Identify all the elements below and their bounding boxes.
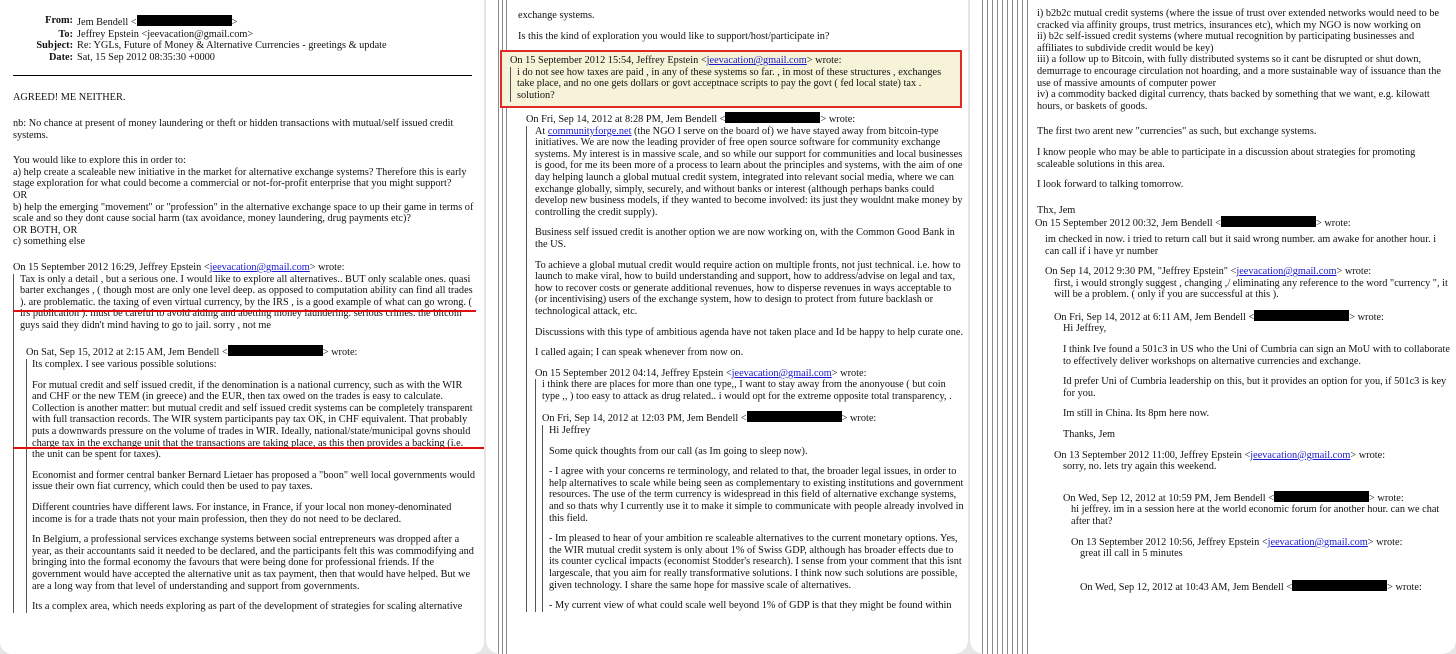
quote-guide-line (1027, 0, 1028, 654)
quote-guide-line (992, 0, 993, 654)
redaction-bar (1254, 310, 1349, 321)
redaction-bar (1274, 491, 1369, 502)
quote-guide-line (1017, 0, 1018, 654)
email-link[interactable]: jeevacation@gmail.com (209, 261, 310, 273)
quote-guide-line (1012, 0, 1013, 654)
quoted-message: Its complex. I see various possible solutions: For mutual credit and self issued credit, if the denomination is a national currency, such as with the WIR and CHF or the new TEM (in greece) and the EUR, then tax owed on the trades is easy to calculate. Collection is another matter: but mutual credit and self issued credit systems can be completely transparent with full transaction records. The WIR system participants pay tax OK, in CHF equivalent. That probably puts a downwards pressure on the volume of trades in WIR. Ideally, national/state/municipal govns should charge tax in the exchange unit that the transactions are taking place, as this then provides a backing (i.e. the unit can be spent for taxes). Economist and former central banker Bernard Lietaer has proposed a "boon" well local governments would issue their own fiat currency, which could then be used to pay taxes. Different countries have different laws. For instance, in France, if your local non money-denominated income is for a trade thats not your main profession, then they do not need to be declared. In Belgium, a professional services exchange systems between social entrepreneurs was dropped after a year, as their accountants said it needed to be declared, and the participants felt this was commodifying and bringing into the formal economy the favours that were being done for professional friends. If the government would have accepted the alternative unit as tax payment, then that would have helped. But we are a long way from that level of understanding and support from governments. Its a complex area, which needs exploring as part of the development of strategies for scaling alternative (26, 359, 478, 613)
quote-header: On Wed, Sep 12, 2012 at 10:43 AM, Jem Bendell < > wrote: (1080, 581, 1422, 593)
redaction-bar (1221, 216, 1316, 227)
quote-header: On Fri, Sep 14, 2012 at 8:28 PM, Jem Bendell < > wrote: (526, 114, 856, 125)
explore-list: You would like to explore this in order to: a) help create a scaleable new initiative in the market for alternative exchange systems? Therefore this is early stage exploration for what could become a commercial or not-for-profit enterprise that you might support? OR b) help the emerging "movement" or "profession" in the alternative exchange space to up their game in terms of scale and so they dont cause social harm (tax avoidance, money laundering, drug payments etc)? OR BOTH, OR c) something else (13, 155, 474, 248)
to-label: To: (58, 28, 73, 40)
communityforge-link[interactable]: communityforge.net (547, 125, 632, 137)
quote-header: On Fri, Sep 14, 2012 at 6:11 AM, Jem Bendell < > wrote: (1054, 311, 1384, 323)
quoted-message: i think there are places for more than one type,, I want to stay away from the anonyouse ( but coin type ,, ) too easy to attack as drug related.. i would opt for the extreme opposite total transparency, . On Fri, Sep 14, 2012 at 12:03 PM, Jem Bendell < > wrote: Hi Jeffrey Some quick thoughts from our call (as Im going to sleep now). - I agree with your concerns re terminology, and related to that, the broader legal issues, in order to help alternatives to scale while being seen as complementary to existing institutions and government resources. The use of the term currency is widespread in this field of alternative exchange systems, and so thats why I currently use it to make it simple to communicate with people already involved in this field. - Im pleased to hear of your ambition re scaleable alternatives to the current monetary options. Yes, the WIR mutual credit system is only about 1% of Swiss GDP, although has broader effects due to its counter cyclical impacts (economist Stodder's research). I sense from your comment that this isnt largescale, that you aim for really transformative solutions. I think now such solutions are possible, given technology. I share the same hope for massive scale of alternatives. - My current view of what could scale well beyond 1% of GDP is that they might be found within (535, 379, 964, 612)
agreed-line: AGREED! ME NEITHER. (13, 92, 126, 104)
quote-guide-line (997, 0, 998, 654)
quoted-message (13, 274, 478, 613)
quoted-message: Hi Jeffrey Some quick thoughts from our call (as Im going to sleep now). - I agree with your concerns re terminology, and related to that, the broader legal issues, in order to help alternatives to scale while being seen as complementary to existing institutions and government resources. The use of the term currency is widespread in this field of alternative exchange systems, and so thats why I currently use it to make it simple to communicate with people already involved in this field. - Im pleased to hear of your ambition re scaleable alternatives to the current monetary options. Yes, the WIR mutual credit system is only about 1% of Swiss GDP, although has broader effects due to its counter cyclical impacts (economist Stodder's research). I sense from your comment that this isnt largescale, that you aim for really transformative solutions. I think now such solutions are possible, given technology. I share the same hope for massive scale of alternatives. - My current view of what could scale well beyond 1% of GDP is that they might be found within (542, 425, 964, 612)
page-3: i) b2b2c mutual credit systems (where the issue of trust over extended networks would need to be cracked via affinity groups, trust metrics, insurances etc), which my NGO is now working on ii) b2c self-issued credit systems (where mutual recognition by participating businesses and affiliates to subdivide credit would be key) iii) a follow up to Bitcoin, with fully distributed systems so it cant be disrupted or shut down, demurrage to encourage circulation not hoarding, and a more sustainable way of issuance than the use of massive amounts of computer power iv) a commodity backed digital currency, thats backed by something that we want, e.g. kilowatt hours, or baskets of goods. The first two arent new "currencies" as such, but exchange systems. I know people who may be able to participate in a discussion about strategies for promoting scaleable solutions in this area. I look forward to talking tomorrow. Thx, Jem On 15 September 2012 00:32, Jem Bendell < > wrote: im checked in now. i tried to return call but it said wrong number. am awake for another hour. i can call if i have yr number On Sep 14, 2012 9:30 PM, "Jeffrey Epstein" <jeevacation@gmail.com> wrote: first, i would strongly suggest , changing ,/ eliminating any reference to the word "currency ", it will be a problem. ( only if you are successful at this ). On Fri, Sep 14, 2012 at 6:11 AM, Jem Bendell < > wrote: Hi Jeffrey, I think Ive found a 501c3 in US who the Uni of Cumbria can sign an MoU with to collaborate to effectively deliver workshops on alternative currencies and exchange. Id prefer Uni of Cumbria leadership on this, but it provides an option for you, if 501c3 is key for you. Im still in China. Its 8pm here now. Thanks, Jem On 13 September 2012 11:00, Jeffrey Epstein <jeevacation@gmail.com> wrote: sorry, no. lets try again this weekend. On Wed, Sep 12, 2012 at 10:59 PM, Jem Bendell < > wrote: hi jeffrey. im in a session here at the world economic forum for another hour. can we chat after that? On 13 September 2012 10:56, Jeffrey Epstein <jeevacation@gmail.com> wrote: great ill call in 5 minutes On Wed, Sep 12, 2012 at 10:43 AM, Jem Bendell < > wrote: (970, 0, 1456, 654)
date-value: Sat, 15 Sep 2012 08:35:30 +0000 (77, 51, 215, 63)
subject-value: Re: YGLs, Future of Money & Alternative Currencies - greetings & update (77, 40, 387, 52)
quote-guide-line (982, 0, 983, 654)
email-link[interactable]: jeevacation@gmail.com (1250, 449, 1351, 461)
quote-header: On Wed, Sep 12, 2012 at 10:59 PM, Jem Bendell < > wrote: (1063, 492, 1404, 504)
quote-header: On Sat, Sep 15, 2012 at 2:15 AM, Jem Bendell < > wrote: (26, 347, 358, 359)
redaction-bar (228, 345, 323, 356)
signature: Thx, Jem (1037, 204, 1076, 216)
solutions-list: i) b2b2c mutual credit systems (where the issue of trust over extended networks would need to be cracked via affinity groups, trust metrics, insurances etc), which my NGO is now working on ii) b2c self-issued credit systems (where mutual recognition by participating businesses and affiliates to subdivide credit would be key) iii) a follow up to Bitcoin, with fully distributed systems so it cant be disrupted or shut down, demurrage to encourage circulation not hoarding, and a more sustainable way of issuance than the use of massive amounts of computer power iv) a commodity backed digital currency, thats backed by something that we want, e.g. kilowatt hours, or baskets of goods. (1037, 8, 1442, 112)
quote-header: On 15 September 2012 04:14, Jeffrey Epstein <jeevacation@gmail.com> wrote: (535, 367, 867, 379)
quote-header: On Fri, Sep 14, 2012 at 12:03 PM, Jem Bendell < > wrote: (542, 413, 877, 425)
date-label: Date: (48, 51, 73, 63)
quote-header: On 15 September 2012 00:32, Jem Bendell < > wrote: (1035, 218, 1351, 230)
quote-guide-line (498, 0, 499, 654)
quote-guide-line (987, 0, 988, 654)
quote-guide-line (1007, 0, 1008, 654)
nb-paragraph: nb: No chance at present of money laundering or theft or hidden transactions with mutual/self issued credit systems. (13, 117, 454, 141)
highlighted-message: On 15 September 2012 15:54, Jeffrey Epstein <jeevacation@gmail.com> wrote: i do not see how taxes are paid , in any of these systems so far. , in most of these structures , exchanges take place, and no one gets dollars or govt acceptnace scripts to pay the govt ( fed local state) tax . solution? (500, 50, 962, 107)
redaction-bar (725, 112, 820, 123)
quote-guide-line (1022, 0, 1023, 654)
red-underline (13, 310, 476, 312)
quote-header: On 13 September 2012 10:56, Jeffrey Epstein <jeevacation@gmail.com> wrote: (1071, 536, 1403, 548)
from-value: Jem Bendell < > (77, 17, 238, 28)
email-link[interactable]: jeevacation@gmail.com (1236, 266, 1337, 278)
quote-guide-line (1002, 0, 1003, 654)
email-link[interactable]: jeevacation@gmail.com (706, 55, 807, 67)
redaction-bar (747, 411, 842, 422)
email-header (13, 15, 478, 63)
page-1 (0, 0, 484, 654)
redaction-bar (137, 15, 232, 26)
header-divider (13, 75, 472, 76)
from-label: From: (45, 15, 73, 26)
quote-header: On Sep 14, 2012 9:30 PM, "Jeffrey Epstein" <jeevacation@gmail.com> wrote: (1045, 266, 1372, 278)
email-link[interactable]: jeevacation@gmail.com (731, 367, 832, 379)
to-value: Jeffrey Epstein <jeevacation@gmail.com> (77, 28, 254, 40)
red-underline (13, 447, 484, 449)
quote-header: On 15 September 2012 16:29, Jeffrey Epstein <jeevacation@gmail.com> wrote: (13, 261, 345, 273)
quoted-message: At communityforge.net (the NGO I serve on the board of) we have stayed away from bitcoin-type initiatives. We are now the leading provider of free open source software for community exchange systems. My interest is in massive scale, and so while our support for communities and local businesses is good, for me its been more of a process to learn about the principles and systems, with the aim of one day helping launch a global mutual credit system, integrated into relevant social media, where we can exchange globally, simply, securely, and without banks or interest (although perhaps banks could develop new business models, if they wanted to become involved: its just they wouldnt make money by controlling the credit supply). Business self issued credit is another option we are now working on, with the Common Good Bank in the US. To achieve a global mutual credit would require action on multiple fronts, not just technical. i.e. how to launch to make viral, how to build understanding and support, how to address/advise on legal and tax, how to recover costs or generate additional revenues, how to disperse revenues in ways acceptable to (or incentivising) users of the exchange system, how to design to protect from future backlash or technological attack, etc. Discussions with this type of ambitious agenda have not taken place and Id be happy to help curate one. I called again; I can speak whenever from now on. On 15 September 2012 04:14, Jeffrey Epstein <jeevacation@gmail.com> wrote: i think there are places for more than one type,, I want to stay away from the anonyouse ( but coin type ,, ) too easy to attack as drug related.. i would opt for the extreme opposite total transparency, . On Fri, Sep 14, 2012 at 12:03 PM, Jem Bendell < > wrote: Hi Jeffrey Some quick thoughts from our call (as Im going to sleep now). - I agree with your concerns re terminology, and related to that, the broader legal issues, in order to help alternatives to scale while being seen as complementary to existing institutions and government resources. The use of the term currency is widespread in this field of alternative exchange systems, and so thats why I currently use it to make it simple to communicate with people already involved in this field. - Im pleased to hear of your ambition re scaleable alternatives to the current monetary options. Yes, the WIR mutual credit system is only about 1% of Swiss GDP, although has broader effects due to its counter cyclical impacts (economist Stodder's research). I sense from your comment that this isnt largescale, that you aim for really transformative solutions. I think now such solutions are possible, given technology. I share the same hope for massive scale of alternatives. - My current view of what could scale well beyond 1% of GDP is that they might be found within (526, 126, 964, 612)
email-link[interactable]: jeevacation@gmail.com (1267, 536, 1368, 548)
quote-header: On 15 September 2012 15:54, Jeffrey Epstein <jeevacation@gmail.com> wrote: (510, 55, 842, 67)
subject-label: Subject: (36, 40, 73, 52)
quote-header: On 13 September 2012 11:00, Jeffrey Epstein <jeevacation@gmail.com> wrote: (1054, 449, 1386, 461)
epstein-reply: Tax is only a detail , but a serious one. I would like to explore all alternatives.. BUT only scalable ones. quasi barter exchanges , ( though most are only one level deep. as opposed to computation ability can find all trades ). are problematic. the taxing of even virtual currency, by the IRS , is a good example of what can go wrong. ( irs publication ). must be careful to avoid aiding and abetting money laundering. serious crimes. the bitcoin guys said they didn't mind having to go to jail. sorry , not me (20, 273, 473, 331)
page-2: exchange systems. Is this the kind of exploration you would like to support/host/participate in? On 15 September 2012 15:54, Jeffrey Epstein <jeevacation@gmail.com> wrote: i do not see how taxes are paid , in any of these systems so far. , in most of these structures , exchanges take place, and no one gets dollars or govt acceptnace scripts to pay the govt ( fed local state) tax . solution? On Fri, Sep 14, 2012 at 8:28 PM, Jem Bendell < > wrote: At communityforge.net (the NGO I serve on the board of) we have stayed away from bitcoin-type initiatives. We are now the leading provider of free open source software for community exchange systems. My interest is in massive scale, and so while our support for communities and local businesses is good, for me its been more of a process to learn about the principles and systems, with the aim of one day helping launch a global mutual credit system, integrated into relevant social media, where we can exchange globally, simply, securely, and without banks or interest (although perhaps banks could develop new business models, if they wanted to become involved: its just they wouldnt make money by controlling the credit supply). Business self issued credit is another option we are now working on, with the Common Good Bank in the US. To achieve a global mutual credit would require action on multiple fronts, not just technical. i.e. how to launch to make viral, how to build understanding and support, how to address/advise on legal and tax, how to recover costs or generate additional revenues, how to disperse revenues in ways acceptable to (or incentivising) users of the exchange system, how to design to protect from future backlash or technological attack, etc. Discussions with this type of ambitious agenda have not taken place and Id be happy to help curate one. I called again; I can speak whenever from now on. On 15 September 2012 04:14, Jeffrey Epstein <jeevacation@gmail.com> wrote: i think there are places for more than one type,, I want to stay away from the anonyouse ( but coin type ,, ) too easy to attack as drug related.. i would opt for the extreme opposite total transparency, . On Fri, Sep 14, 2012 at 12:03 PM, Jem Bendell < > wrote: Hi Jeffrey Some quick thoughts from our call (as Im going to sleep now). - I agree with your concerns re terminology, and related to that, the broader legal issues, in order to help alternatives to scale while being seen as complementary to existing institutions and government resources. The use of the term currency is widespread in this field of alternative exchange systems, and so thats why I currently use it to make it simple to communicate with people already involved in this field. - Im pleased to hear of your ambition re scaleable alternatives to the current monetary options. Yes, the WIR mutual credit system is only about 1% of Swiss GDP, although has broader effects due to its counter cyclical impacts (economist Stodder's research). I sense from your comment that this isnt largescale, that you aim for really transformative solutions. I think now such solutions are possible, given technology. I share the same hope for massive scale of alternatives. - My current view of what could scale well beyond 1% of GDP is that they might be found within (486, 0, 968, 654)
redaction-bar (1292, 580, 1387, 591)
